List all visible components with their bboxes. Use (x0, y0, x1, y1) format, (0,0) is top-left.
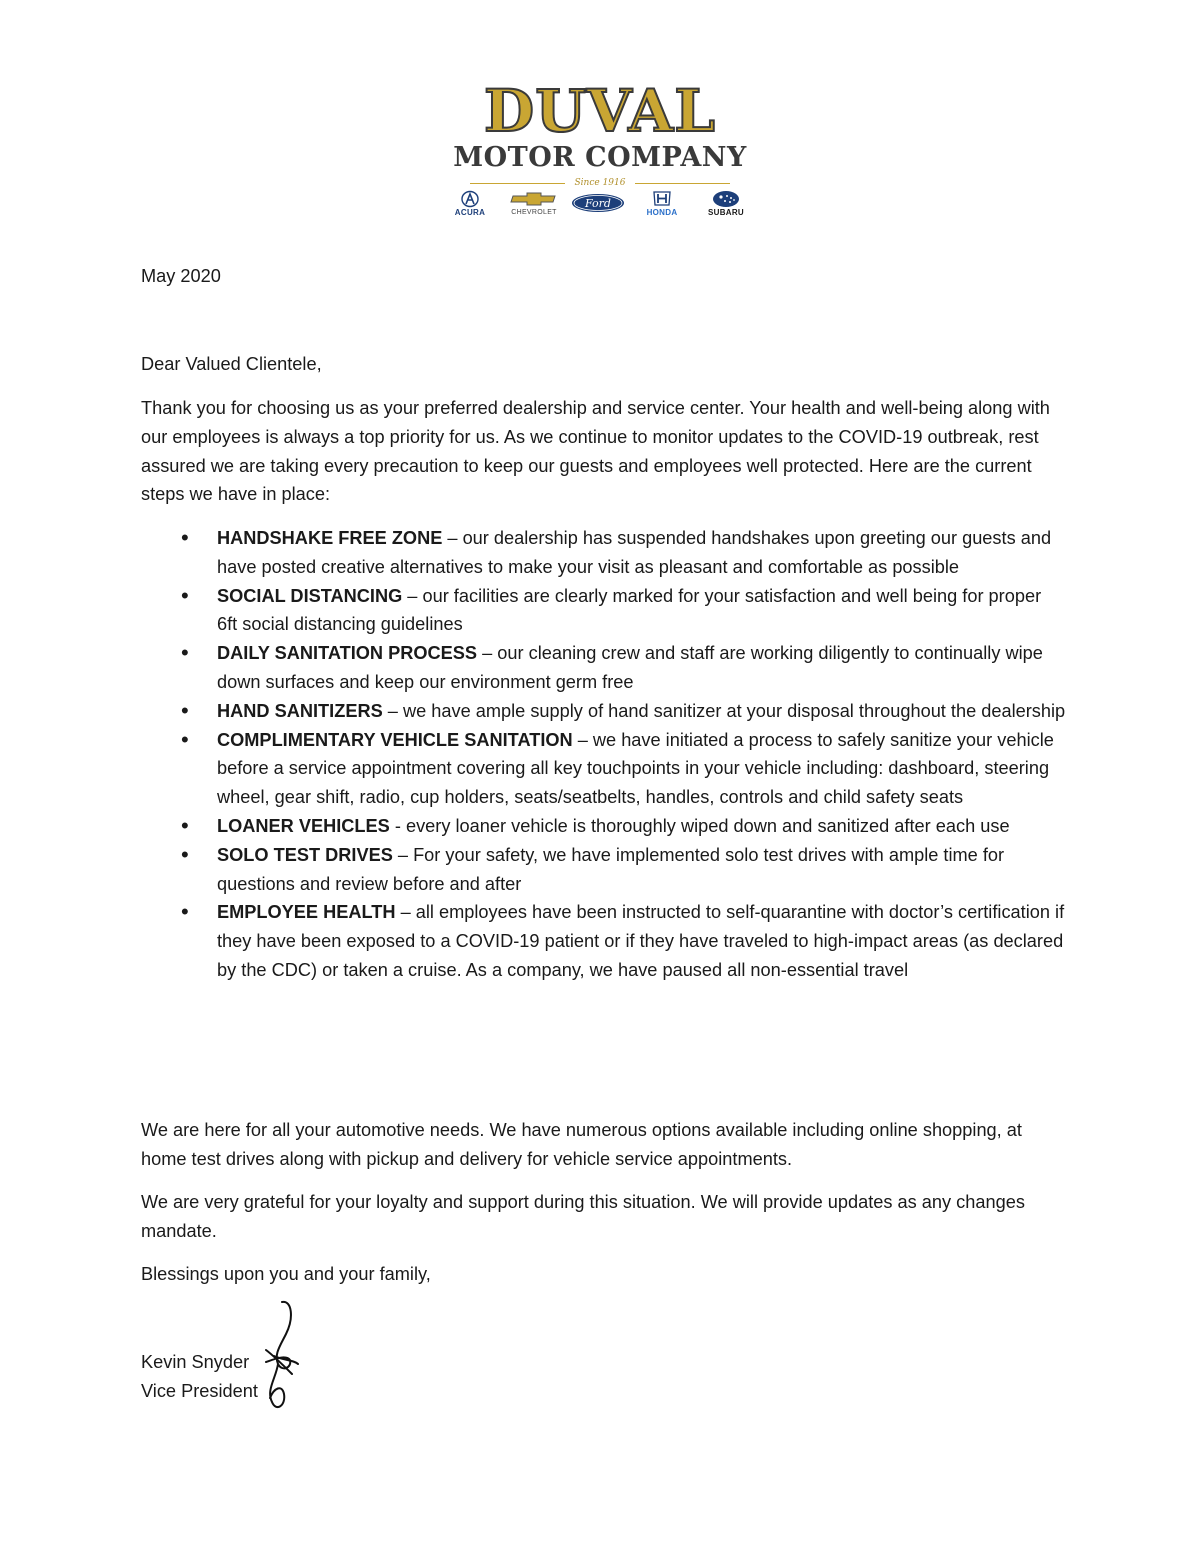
acura-label: ACURA (454, 208, 486, 217)
list-item (141, 812, 1066, 841)
subaru-logo (696, 190, 756, 226)
list-item (141, 582, 1066, 640)
step-text: – we have initiated a process to safely sanitize your vehicle before a service appointment covering all key touchpoints in your vehicle including: dashboard, steering wheel, gear shift, radio, cup holders, seats/seatbelts, handles, controls and child safety seats (217, 729, 1054, 808)
company-name: MOTOR COMPANY (453, 142, 747, 173)
step-title: COMPLIMENTARY VEHICLE SANITATION (217, 729, 573, 750)
signer-name: Kevin Snyder (141, 1352, 250, 1372)
list-item (141, 524, 1066, 582)
acura-logo (440, 190, 500, 226)
list-item (141, 639, 1066, 697)
step-title: HANDSHAKE FREE ZONE (217, 528, 443, 548)
step-title: DAILY SANITATION PROCESS (217, 643, 478, 664)
ford-oval-icon (570, 190, 626, 214)
gratitude-paragraph: We are very grateful for your loyalty and support during this situation. We will provide updates as any changes mandate. (141, 1192, 1025, 1241)
list-item (141, 898, 1066, 984)
signer-title: Vice President (141, 1380, 258, 1401)
acura-icon (460, 190, 480, 208)
subaru-label: SUBARU (707, 208, 745, 217)
step-title: HAND SANITIZERS (217, 700, 383, 721)
step-text: – our cleaning crew and staff are working diligently to continually wipe down surfaces and keep our environment germ free (217, 643, 1043, 692)
chevrolet-bowtie-icon (507, 190, 561, 208)
step-title: EMPLOYEE HEALTH (217, 902, 396, 923)
since-banner (440, 176, 760, 190)
step-title: SOCIAL DISTANCING (217, 585, 403, 606)
precaution-list (141, 524, 1066, 985)
step-text: – For your safety, we have implemented solo test drives with ample time for questions and review before and after (217, 844, 1005, 894)
list-item (141, 841, 1066, 899)
honda-icon (651, 190, 673, 208)
step-text: – we have ample supply of hand sanitizer at your disposal throughout the dealership (382, 700, 1066, 721)
honda-logo (632, 190, 692, 226)
step-title: SOLO TEST DRIVES (217, 844, 393, 865)
list-item (141, 697, 1066, 726)
honda-label: HONDA (646, 208, 678, 217)
letter-date: May 2020 (141, 266, 221, 286)
handwritten-signature (252, 1298, 302, 1416)
brand-marques (440, 190, 760, 226)
intro-paragraph: Thank you for choosing us as your preferred dealership and service center. Your health and well-being along with our employees is always a top priority for us. As we continue to monitor updates to the COVID-19 outbreak, rest assured we are taking every precaution to keep our guests and employees well protected. Here are the current steps we have in place: (141, 398, 1050, 505)
step-text: – all employees have been instructed to self-quarantine with doctor’s certification if they have been exposed to a COVID-19 patient or if they have traveled to high-impact areas (as declared by the CDC) or taken a cruise. As a company, we have paused all non-essential travel (217, 902, 1065, 980)
letterhead-logo (440, 77, 760, 225)
brand-name: DUVAL (483, 77, 717, 145)
salutation: Dear Valued Clientele, (141, 354, 322, 374)
since-text: Since 1916 (574, 178, 626, 188)
step-title: LOANER VEHICLES (217, 815, 390, 836)
step-text: – our facilities are clearly marked for your satisfaction and well being for proper 6ft social distancing guidelines (217, 585, 1042, 635)
ford-label: Ford (585, 197, 611, 210)
chevrolet-label: CHEVROLET (511, 209, 557, 216)
step-text: – our dealership has suspended handshakes upon greeting our guests and have posted creative alternatives to make your visit as pleasant and comfortable as possible (217, 528, 1052, 577)
closing-line: Blessings upon you and your family, (141, 1264, 431, 1284)
ford-logo (568, 190, 628, 226)
list-item (141, 726, 1066, 812)
subaru-stars-icon (712, 190, 740, 208)
step-text: - every loaner vehicle is thoroughly wiped down and sanitized after each use (389, 815, 1010, 836)
services-paragraph: We are here for all your automotive needs. We have numerous options available including online shopping, at home test drives along with pickup and delivery for vehicle service appointments. (141, 1120, 1022, 1169)
chevrolet-logo (504, 190, 564, 226)
